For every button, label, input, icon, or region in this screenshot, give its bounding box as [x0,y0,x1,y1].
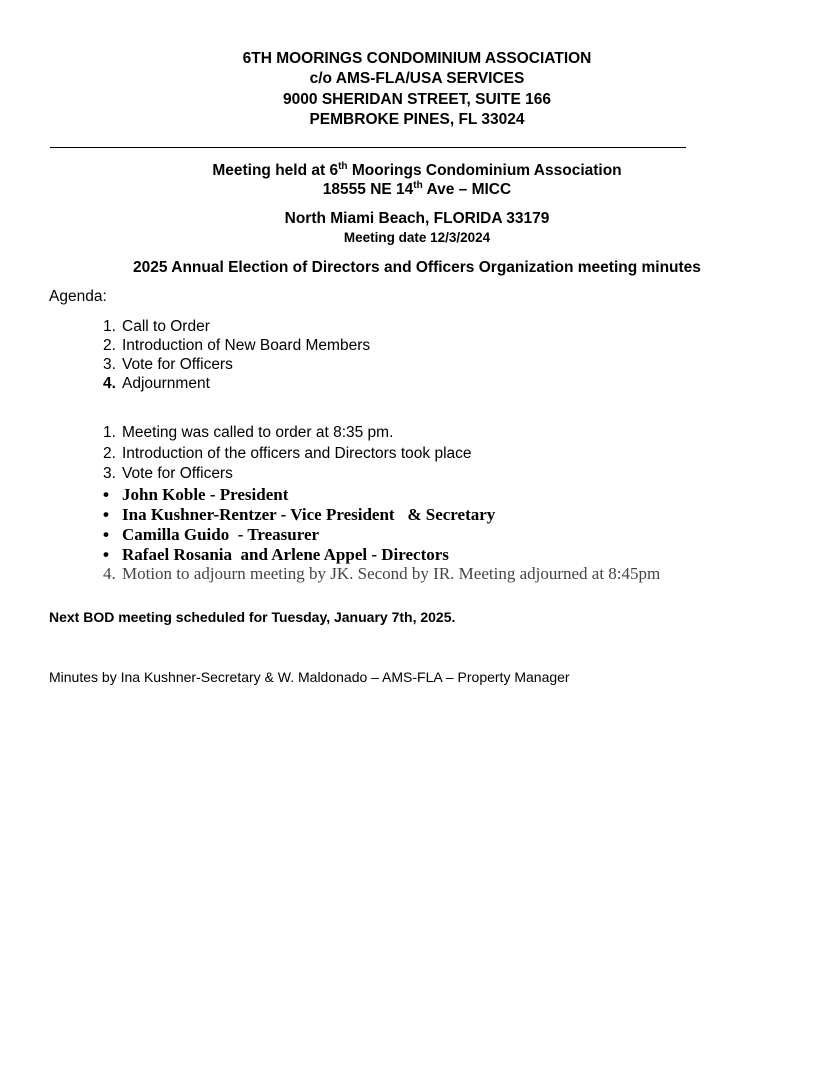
bullet-icon: • [103,485,109,504]
item-number: 2. [103,337,116,354]
item-text: Vote for Officers [122,465,233,482]
officer-text: John Koble - President [122,485,289,504]
minutes-signature: Minutes by Ina Kushner-Secretary & W. Maldonado – AMS-FLA – Property Manager [49,669,570,685]
item-text: Introduction of the officers and Directors took place [122,445,472,462]
association-name: 6TH MOORINGS CONDOMINIUM ASSOCIATION [242,50,592,67]
officer-text: Camilla Guido - Treasurer [122,525,320,544]
item-text: Call to Order [122,318,210,335]
meeting-date: Meeting date 12/3/2024 [343,230,491,245]
next-meeting-notice: Next BOD meeting scheduled for Tuesday, January 7th, 2025. [49,609,456,625]
document-title: 2025 Annual Election of Directors and Officers Organization meeting minutes [133,259,701,276]
item-text: Introduction of New Board Members [122,337,371,354]
item-number: 4. [103,375,116,392]
item-number: 4. [103,564,116,583]
item-number: 3. [103,465,116,482]
divider [50,147,686,148]
meeting-location [0,161,834,181]
care-of-line: c/o AMS-FLA/USA SERVICES [309,70,525,87]
location-text: Meeting held at 6 [212,162,339,179]
meeting-city: North Miami Beach, FLORIDA 33179 [284,210,550,227]
item-text: Vote for Officers [122,356,233,373]
item-number: 2. [103,445,116,462]
item-text: Adjournment [122,375,210,392]
address-text: 18555 NE 14 [322,181,414,198]
city-line: PEMBROKE PINES, FL 33024 [309,111,525,128]
item-text: Meeting was called to order at 8:35 pm. [122,424,394,441]
superscript: th [338,161,348,172]
meeting-address [0,180,834,200]
item-number: 3. [103,356,116,373]
item-number: 1. [103,318,116,335]
address-text: Ave – MICC [422,181,512,198]
bullet-icon: • [103,505,109,524]
bullet-icon: • [103,525,109,544]
bullet-icon: • [103,545,109,564]
officer-text: Ina Kushner-Rentzer - Vice President & Secretary [122,505,496,524]
superscript: th [413,180,423,191]
item-text: Motion to adjourn meeting by JK. Second by IR. Meeting adjourned at 8:45pm [122,564,661,583]
item-number: 1. [103,424,116,441]
officer-text: Rafael Rosania and Arlene Appel - Directors [122,545,449,564]
agenda-label: Agenda: [49,288,107,305]
location-text: Moorings Condominium Association [347,162,622,179]
street-address: 9000 SHERIDAN STREET, SUITE 166 [283,91,551,108]
